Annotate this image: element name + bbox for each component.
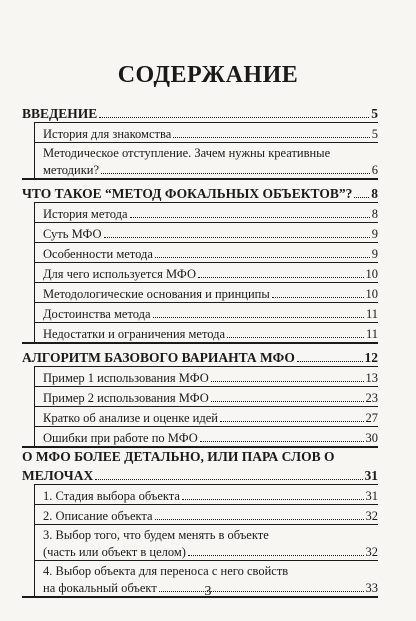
toc-section-heading[interactable]: [22, 448, 378, 484]
toc-page-number: 13: [365, 371, 378, 385]
toc-subentries: [34, 484, 378, 596]
toc-entry-label: Пример 1 использования МФО: [43, 371, 209, 385]
toc-subentries: [34, 366, 378, 446]
toc-entry[interactable]: [35, 262, 378, 282]
dot-leader: [211, 381, 364, 382]
toc-entry[interactable]: [35, 524, 378, 560]
toc-section-introduction: [22, 100, 378, 180]
toc-entry[interactable]: [35, 202, 378, 222]
toc-page-number: 23: [365, 391, 378, 405]
toc-entry[interactable]: [35, 406, 378, 426]
toc-entry[interactable]: [35, 504, 378, 524]
toc-subentries: [34, 202, 378, 342]
dot-leader: [130, 217, 370, 218]
toc-section-title: АЛГОРИТМ БАЗОВОГО ВАРИАНТА МФО: [22, 350, 295, 365]
toc-entry-label: Суть МФО: [43, 227, 102, 241]
toc-page-number: 27: [365, 411, 378, 425]
dot-leader: [153, 317, 364, 318]
toc-entry-label-line1: Методическое отступление. Зачем нужны креативные: [43, 146, 331, 160]
toc-entry-label-line1: 3. Выбор того, что будем менять в объекте: [43, 528, 269, 542]
toc-page-number: 10: [365, 267, 378, 281]
toc-entry[interactable]: [35, 142, 378, 178]
toc-page-number: 31: [364, 468, 378, 483]
toc-page-number: 32: [365, 509, 378, 523]
toc-entry-label: Особенности метода: [43, 247, 153, 261]
toc-entry[interactable]: [35, 242, 378, 262]
dot-leader: [99, 117, 369, 118]
toc-entry-label: Ошибки при работе по МФО: [43, 431, 198, 445]
dot-leader: [155, 519, 364, 520]
dot-leader: [104, 237, 370, 238]
toc-subentries: [34, 122, 378, 178]
toc-section-algorithm: [22, 344, 378, 448]
toc-page-number: 33: [365, 581, 378, 595]
toc-entry[interactable]: [35, 322, 378, 342]
toc-page-number: 8: [371, 186, 378, 201]
toc-section-details: [22, 448, 378, 598]
toc-page-number: 10: [365, 287, 378, 301]
dot-leader: [188, 555, 364, 556]
dot-leader: [198, 277, 364, 278]
toc-page-number: 5: [371, 127, 378, 141]
toc-entry-label: Методологические основания и принципы: [43, 287, 270, 301]
toc-page-number: 8: [371, 207, 378, 221]
toc-section-title: ЧТО ТАКОЕ “МЕТОД ФОКАЛЬНЫХ ОБЪЕКТОВ”?: [22, 186, 353, 201]
toc-page-number: 11: [365, 307, 378, 321]
toc-page-number: 11: [365, 327, 378, 341]
toc-entry-label: История метода: [43, 207, 128, 221]
toc-entry-label: Недостатки и ограничения метода: [43, 327, 226, 341]
toc-entry-label: Пример 2 использования МФО: [43, 391, 209, 405]
toc-entry-label: 2. Описание объекта: [43, 509, 153, 523]
dot-leader: [227, 337, 364, 338]
toc-entry-label-line2: методики?: [43, 163, 100, 177]
toc-entry[interactable]: [35, 426, 378, 446]
toc-page-number: 9: [371, 227, 378, 241]
dot-leader: [297, 361, 363, 362]
toc-entry-label: 1. Стадия выбора объекта: [43, 489, 180, 503]
dot-leader: [211, 401, 364, 402]
toc-entry-label-line1: 4. Выбор объекта для переноса с него свойств: [43, 564, 289, 578]
toc-page-number: 32: [365, 545, 378, 559]
toc-entry-label: Для чего используется МФО: [43, 267, 196, 281]
dot-leader: [354, 197, 369, 198]
toc-entry[interactable]: [35, 282, 378, 302]
dot-leader: [182, 499, 364, 500]
toc-entry[interactable]: [35, 222, 378, 242]
toc-entry[interactable]: [35, 484, 378, 504]
toc-entry-label-line2: на фокальный объект: [43, 581, 157, 595]
toc-section-heading[interactable]: [22, 344, 378, 366]
toc-section-title-line2: МЕЛОЧАХ: [22, 468, 94, 483]
toc-page-number: 12: [364, 350, 378, 365]
toc-page-number: 30: [365, 431, 378, 445]
table-of-contents: [22, 100, 378, 598]
toc-entry[interactable]: [35, 302, 378, 322]
toc-page-number: 9: [371, 247, 378, 261]
toc-entry[interactable]: [35, 122, 378, 142]
page-title: СОДЕРЖАНИЕ: [117, 62, 299, 88]
toc-section-heading[interactable]: [22, 100, 378, 122]
toc-section-what-is-method: [22, 180, 378, 344]
toc-page-number: 6: [371, 163, 378, 177]
dot-leader: [272, 297, 364, 298]
toc-entry[interactable]: [35, 366, 378, 386]
toc-section-heading[interactable]: [22, 180, 378, 202]
dot-leader: [200, 441, 364, 442]
toc-section-title-line1: О МФО БОЛЕЕ ДЕТАЛЬНО, ИЛИ ПАРА СЛОВ О: [22, 449, 335, 464]
dot-leader: [220, 421, 364, 422]
toc-entry-label: История для знакомства: [43, 127, 172, 141]
dot-leader: [101, 173, 370, 174]
toc-page-number: 5: [371, 106, 378, 121]
toc-entry[interactable]: [35, 386, 378, 406]
toc-section-title: ВВЕДЕНИЕ: [22, 106, 98, 121]
page-number: 3: [204, 584, 212, 599]
toc-entry-label-line2: (часть или объект в целом): [43, 545, 186, 559]
toc-entry-label: Кратко об анализе и оценке идей: [43, 411, 218, 425]
dot-leader: [173, 137, 370, 138]
dot-leader: [155, 257, 370, 258]
toc-page-number: 31: [365, 489, 378, 503]
dot-leader: [95, 479, 362, 480]
toc-entry-label: Достоинства метода: [43, 307, 151, 321]
